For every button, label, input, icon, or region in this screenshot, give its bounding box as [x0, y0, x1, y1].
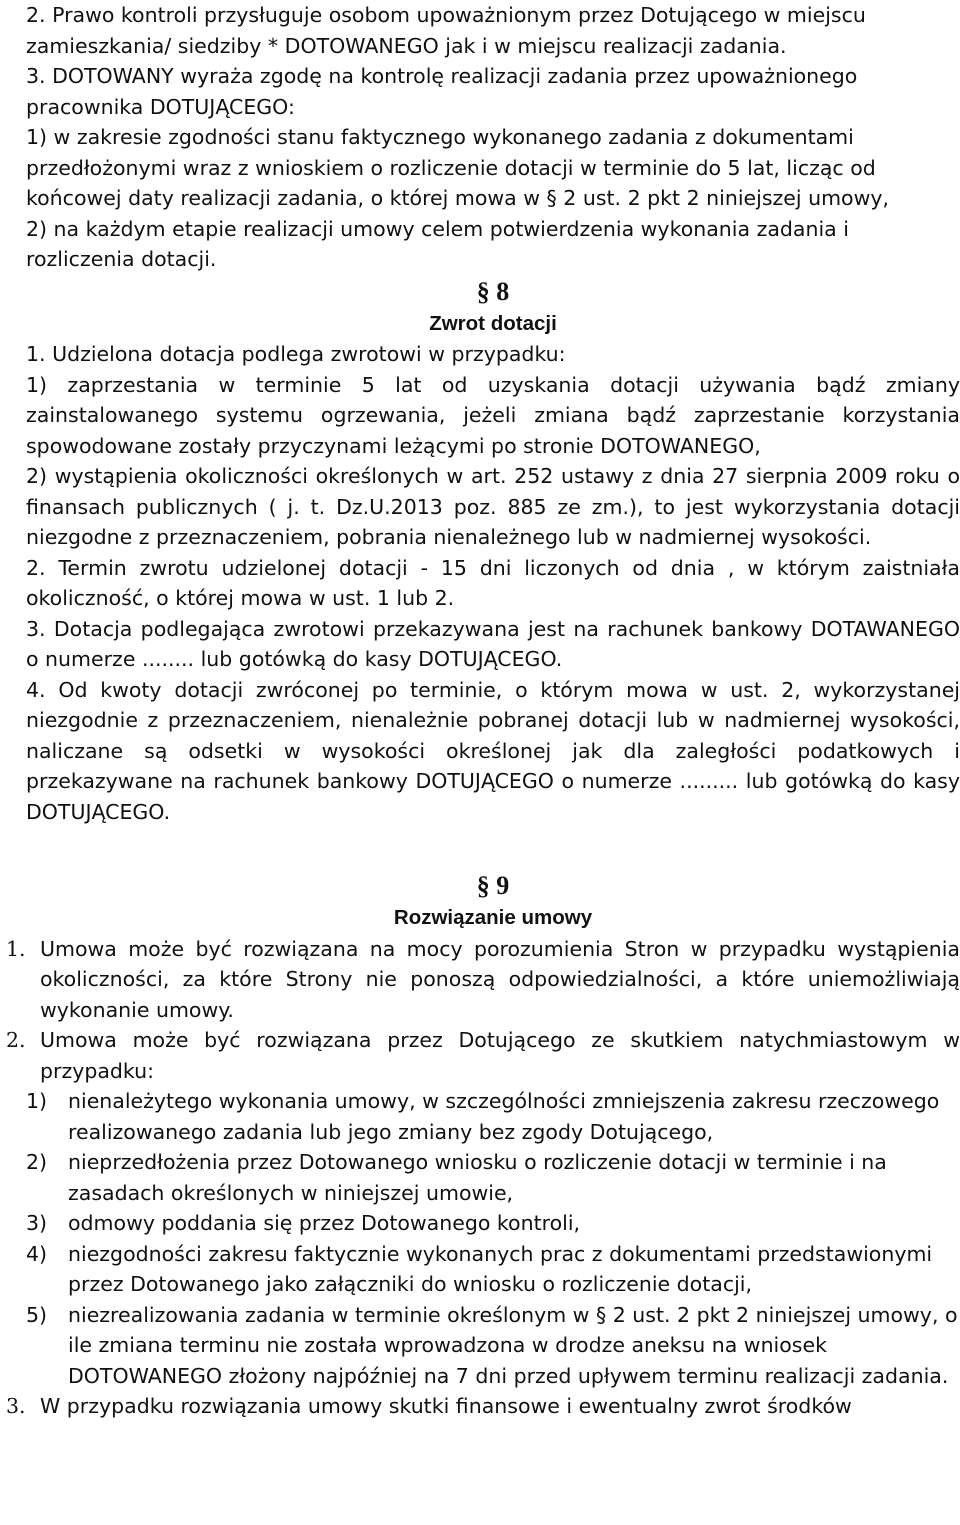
section-9-title: Rozwiązanie umowy — [393, 906, 593, 929]
s9-items-list — [26, 1086, 960, 1391]
list-item — [26, 1086, 960, 1147]
list-item-text: odmowy poddania się przez Dotowanego kontroli, — [68, 1211, 581, 1235]
list-item — [26, 1239, 960, 1300]
list-number: 1. — [6, 936, 26, 961]
list-item-text: niezrealizowania zadania w terminie określonym w § 2 ust. 2 pkt 2 niniejszej umowy, o ile zmiana terminu nie została wprowadzona w drodze aneksu na wniosek DOTOWANEGO złożony najpóźniej na 7 dni przed upływem terminu realizacji zadania. — [68, 1302, 958, 1388]
list-item — [26, 1300, 960, 1392]
s9-paragraph-3 — [6, 1391, 960, 1422]
paragraph-3-item-2: 2) na każdym etapie realizacji umowy celem potwierdzenia wykonania zadania i rozliczenia dotacji. — [26, 216, 856, 271]
list-item-number: 3) — [26, 1211, 48, 1235]
s8-paragraph-1-item-2: 2) wystąpienia okoliczności określonych w art. 252 ustawy z dnia 27 sierpnia 2009 roku o finansach publicznych ( j. t. Dz.U.2013 poz. 885 ze zm.), to jest wykorzystania dotacji niezgodne z przeznaczeniem, pobrania nienależnego lub w nadmiernej wysokości. — [26, 464, 960, 549]
list-item-number: 4) — [26, 1241, 48, 1266]
section-9-symbol: § 9 — [476, 871, 510, 900]
list-item — [26, 1208, 960, 1239]
paragraph-3-consent: 3. DOTOWANY wyraża zgodę na kontrolę realizacji zadania przez upoważnionego pracownika DOTUJĄCEGO: — [26, 64, 864, 119]
document-page — [6, 0, 960, 1422]
list-item-number: 5) — [26, 1302, 48, 1327]
paragraph-3-item-1: 1) w zakresie zgodności stanu faktycznego wykonanego zadania z dokumentami przedłożonymi wraz z wnioskiem o rozliczenie dotacji w terminie do 5 lat, licząc od końcowej daty realizacji zadania, o której mowa w § 2 ust. 2 pkt 2 niniejszej umowy, — [26, 125, 890, 210]
section-8-title: Zwrot dotacji — [429, 311, 557, 335]
s9-paragraph-1-text: Umowa może być rozwiązana na mocy porozumienia Stron w przypadku wystąpienia okoliczności, za które Strony nie ponoszą odpowiedzialności, a które uniemożliwiają wykonanie umowy. — [40, 936, 960, 1022]
list-item-number: 1) — [26, 1089, 48, 1113]
list-item — [26, 1147, 960, 1208]
list-item-text: nieprzedłożenia przez Dotowanego wniosku o rozliczenie dotacji w terminie i na zasadach określonych w niniejszej umowie, — [68, 1150, 887, 1205]
section-8-symbol: § 8 — [476, 276, 510, 306]
paragraph-2-control-right: 2. Prawo kontroli przysługuje osobom upoważnionym przez Dotującego w miejscu zamieszkania/ siedziby * DOTOWANEGO jak i w miejscu realizacji zadania. — [26, 3, 873, 58]
s9-paragraph-3-text: W przypadku rozwiązania umowy skutki finansowe i ewentualny zwrot środków — [40, 1394, 852, 1418]
list-item-text: niezgodności zakresu faktycznie wykonanych prac z dokumentami przedstawionymi przez Dotowanego jako załączniki do wniosku o rozliczenie dotacji, — [68, 1241, 933, 1296]
s8-paragraph-2: 2. Termin zwrotu udzielonej dotacji - 15 dni liczonych od dnia , w którym zaistniała okoliczność, o której mowa w ust. 1 lub 2. — [26, 555, 960, 610]
list-number: 3. — [6, 1394, 26, 1418]
list-item-number: 2) — [26, 1150, 48, 1174]
s9-paragraph-2-text: Umowa może być rozwiązana przez Dotującego ze skutkiem natychmiastowym w przypadku: — [40, 1028, 960, 1083]
s8-paragraph-4: 4. Od kwoty dotacji zwróconej po terminie, o którym mowa w ust. 2, wykorzystanej niezgodnie z przeznaczeniem, nienależnie pobranej dotacji lub w nadmiernej wysokości, naliczane są odsetki w wysokości określonej jak dla zaległości podatkowych i przekazywane na rachunek bankowy DOTUJĄCEGO o numerze ......... lub gotówką do kasy DOTUJĄCEGO. — [26, 677, 960, 824]
list-number: 2. — [6, 1028, 26, 1052]
list-item-text: nienależytego wykonania umowy, w szczególności zmniejszenia zakresu rzeczowego realizowanego zadania lub jego zmiany bez zgody Dotującego, — [68, 1089, 940, 1144]
s8-paragraph-1-item-1: 1) zaprzestania w terminie 5 lat od uzyskania dotacji używania bądź zmiany zainstalowanego systemu ogrzewania, jeżeli zmiana bądź zaprzestanie korzystania spowodowane zostały przyczynami leżącymi po stronie DOTOWANEGO, — [26, 372, 960, 458]
s9-paragraph-2 — [6, 1025, 960, 1086]
s8-paragraph-1: 1. Udzielona dotacja podlega zwrotowi w przypadku: — [26, 342, 566, 366]
s9-paragraph-1 — [6, 934, 960, 1026]
s8-paragraph-3: 3. Dotacja podlegająca zwrotowi przekazywana jest na rachunek bankowy DOTAWANEGO o numerze ........ lub gotówką do kasy DOTUJĄCEGO. — [26, 616, 960, 671]
